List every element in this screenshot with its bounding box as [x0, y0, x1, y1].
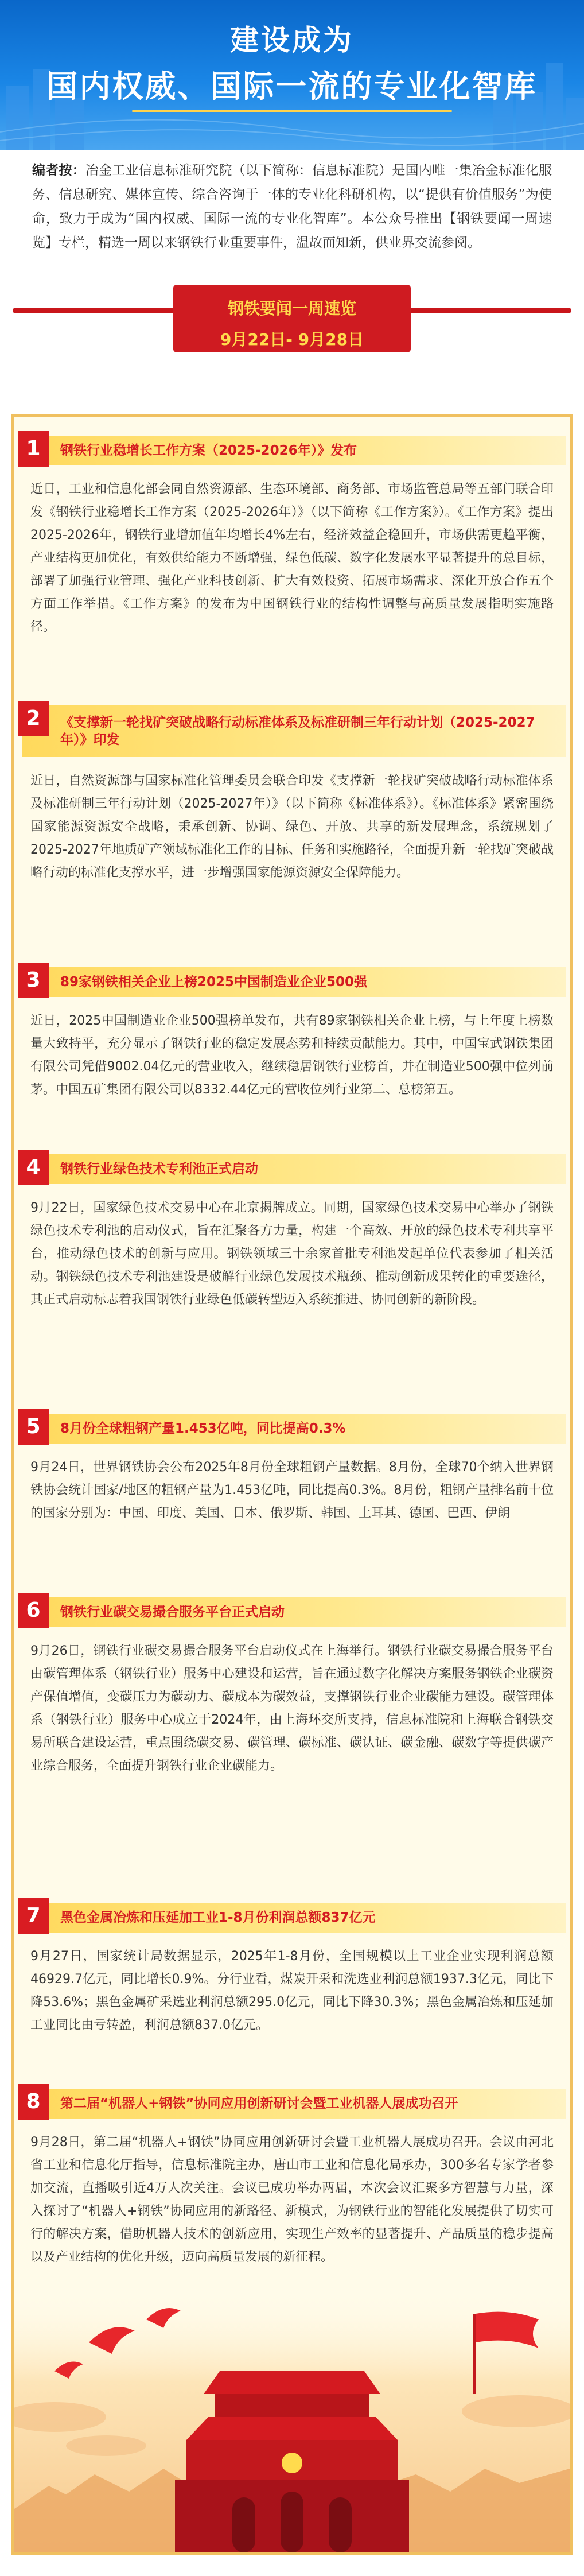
news-item-number: 3 — [18, 963, 49, 998]
news-item-header — [18, 1593, 566, 1631]
news-item-title: 8月份全球粗钢产量1.453亿吨，同比提高0.3% — [60, 1421, 346, 1436]
news-item-title: 黑色金属冶炼和压延加工业1-8月份利润总额837亿元 — [60, 1910, 376, 1925]
news-item-6 — [14, 1593, 570, 1778]
news-item-header — [18, 431, 566, 469]
news-item-body: 近日，2025中国制造业企业500强榜单发布，共有89家钢铁相关企业上榜，与上年度上榜数量大致持平，充分显示了钢铁行业的稳定发展态势和持续贡献能力。其中，中国宝武钢铁集团有限公司凭借9002.04亿元的营业收入，继续稳居钢铁行业榜首，并在制造业500强中位列前茅。中国五矿集团有限公司以8332.44亿元的营收位列行业第二、总榜第五。 — [30, 1014, 554, 1097]
section-header-box — [173, 285, 411, 352]
news-item-number: 1 — [18, 431, 49, 467]
banner-underline — [132, 110, 452, 112]
tiananmen-illustration — [14, 2073, 570, 2552]
news-item-body: 9月28日，第二届“机器人+钢铁”协同应用创新研讨会暨工业机器人展成功召开。会议由河北省工业和信息化厅指导，信息标准院主办，唐山市工业和信息化局承办，300多名专家学者参加交流，直播吸引近4万人次关注。会议已成功举办两届，本次会议汇聚多方智慧与力量，深入探讨了“机器人+钢铁”协同应用的新路径、新模式，为钢铁行业的智能化发展提供了切实可行的解决方案，借助机器人技术的创新应用，实现生产效率的显著提升、产品质量的稳步提高以及产业结构的优化升级，迈向高质量发展的新征程。 — [30, 2135, 554, 2264]
news-item-2 — [14, 701, 570, 884]
news-item-title: 第二届“机器人+钢铁”协同应用创新研讨会暨工业机器人展成功召开 — [60, 2096, 458, 2111]
news-item-title: 《支撑新一轮找矿突破战略行动标准体系及标准研制三年行动计划（2025-2027年）》印发 — [60, 715, 535, 747]
news-item-3 — [14, 963, 570, 1101]
news-item-1 — [14, 431, 570, 639]
news-item-header — [18, 1409, 566, 1447]
news-item-4 — [14, 1150, 570, 1312]
news-frame — [11, 414, 573, 2555]
news-item-header — [18, 963, 566, 1000]
editor-note — [0, 150, 584, 255]
news-item-header — [18, 1150, 566, 1188]
editor-note-label: 编者按： — [32, 163, 85, 178]
header-banner — [0, 0, 584, 150]
news-item-5 — [14, 1409, 570, 1525]
news-item-body: 9月22日，国家绿色技术交易中心在北京揭牌成立。同期，国家绿色技术交易中心举办了钢铁绿色技术专利池的启动仪式，旨在汇聚各方力量，构建一个高效、开放的绿色技术专利共享平台，推动绿色技术的创新与应用。钢铁领域三十余家首批专利池发起单位代表参加了相关活动。钢铁绿色技术专利池建设是破解行业绿色发展技术瓶颈、推动创新成果转化的重要途径，其正式启动标志着我国钢铁行业绿色低碳转型迈入系统推进、协同创新的新阶段。 — [30, 1201, 554, 1307]
news-item-number: 8 — [18, 2084, 49, 2120]
section-header — [0, 278, 584, 364]
news-item-body: 9月27日，国家统计局数据显示，2025年1-8月份，全国规模以上工业企业实现利润总额46929.7亿元，同比增长0.9%。分行业看，煤炭开采和洗选业利润总额1937.3亿元，同比下降53.6%；黑色金属矿采选业利润总额295.0亿元，同比下降30.3%；黑色金属冶炼和压延加工业同比由亏转盈，利润总额837.0亿元。 — [30, 1949, 554, 2032]
news-item-number: 4 — [18, 1150, 49, 1185]
news-item-title: 钢铁行业稳增长工作方案（2025-2026年）》发布 — [60, 443, 357, 458]
news-item-number: 6 — [18, 1593, 49, 1628]
news-item-header — [18, 701, 566, 761]
news-item-7 — [14, 1898, 570, 2037]
banner-title-line1: 建设成为 — [230, 24, 354, 57]
news-item-number: 2 — [18, 701, 49, 736]
section-title: 钢铁要闻一周速览 — [227, 299, 356, 318]
news-item-title: 钢铁行业碳交易撮合服务平台正式启动 — [60, 1605, 285, 1620]
news-item-header — [18, 1898, 566, 1936]
news-item-body: 9月26日，钢铁行业碳交易撮合服务平台启动仪式在上海举行。钢铁行业碳交易撮合服务平台由碳管理体系（钢铁行业）服务中心建设和运营，旨在通过数字化解决方案服务钢铁企业碳资产保值增值，变碳压力为碳动力、碳成本为碳效益，支撑钢铁行业企业碳能力建设。碳管理体系（钢铁行业）服务中心成立于2024年，由上海环交所支持，信息标准院和上海联合钢铁交易所联合建设运营，重点围绕碳交易、碳管理、碳标准、碳认证、碳金融、碳数字等提供碳产业综合服务，全面提升钢铁行业企业碳能力。 — [30, 1644, 554, 1773]
news-item-body: 9月24日，世界钢铁协会公布2025年8月份全球粗钢产量数据。8月份，全球70个纳入世界钢铁协会统计国家/地区的粗钢产量为1.453亿吨，同比提高0.3%。8月份，粗钢产量排名前十位的国家分别为：中国、印度、美国、日本、俄罗斯、韩国、土耳其、德国、巴西、伊朗 — [30, 1460, 554, 1520]
section-date-range: 9月22日- 9月28日 — [220, 330, 364, 349]
news-item-body: 近日，自然资源部与国家标准化管理委员会联合印发《支撑新一轮找矿突破战略行动标准体系及标准研制三年行动计划（2025-2027年）》（以下简称《标准体系》）。《标准体系》紧密围绕国家能源资源安全战略，秉承创新、协调、绿色、开放、共享的新发展理念，系统规划了2025-2027年地质矿产领域标准化工作的目标、任务和实施路径，全面提升新一轮找矿突破战略行动的标准化支撑水平，进一步增强国家能源资源安全保障能力。 — [30, 774, 554, 880]
news-item-title: 89家钢铁相关企业上榜2025中国制造业企业500强 — [60, 975, 368, 990]
news-item-title: 钢铁行业绿色技术专利池正式启动 — [60, 1162, 258, 1177]
news-item-number: 5 — [18, 1409, 49, 1445]
news-item-number: 7 — [18, 1898, 49, 1934]
news-item-body: 近日，工业和信息化部会同自然资源部、生态环境部、商务部、市场监管总局等五部门联合印发《钢铁行业稳增长工作方案（2025-2026年）》（以下简称《工作方案》）。《工作方案》提出2025-2026年，钢铁行业增加值年均增长4%左右，经济效益企稳回升，市场供需更趋平衡，产业结构更加优化，有效供给能力不断增强，绿色低碳、数字化发展水平显著提升的总目标，部署了加强行业管理、强化产业科技创新、扩大有效投资、拓展市场需求、深化开放合作五个方面工作举措。《工作方案》的发布为中国钢铁行业的结构性调整与高质量发展指明实施路径。 — [30, 482, 554, 634]
editor-note-text: 冶金工业信息标准研究院（以下简称：信息标准院）是国内唯一集冶金标准化服务、信息研究、媒体宣传、综合咨询于一体的专业化科研机构，以“提供有价值服务”为使命，致力于成为“国内权威、国际一流的专业化智库”。本公众号推出【钢铁要闻一周速览】专栏，精选一周以来钢铁行业重要事件，温故而知新，供业界交流参阅。 — [32, 163, 552, 250]
banner-title-line2: 国内权威、国际一流的专业化智库 — [46, 68, 538, 104]
